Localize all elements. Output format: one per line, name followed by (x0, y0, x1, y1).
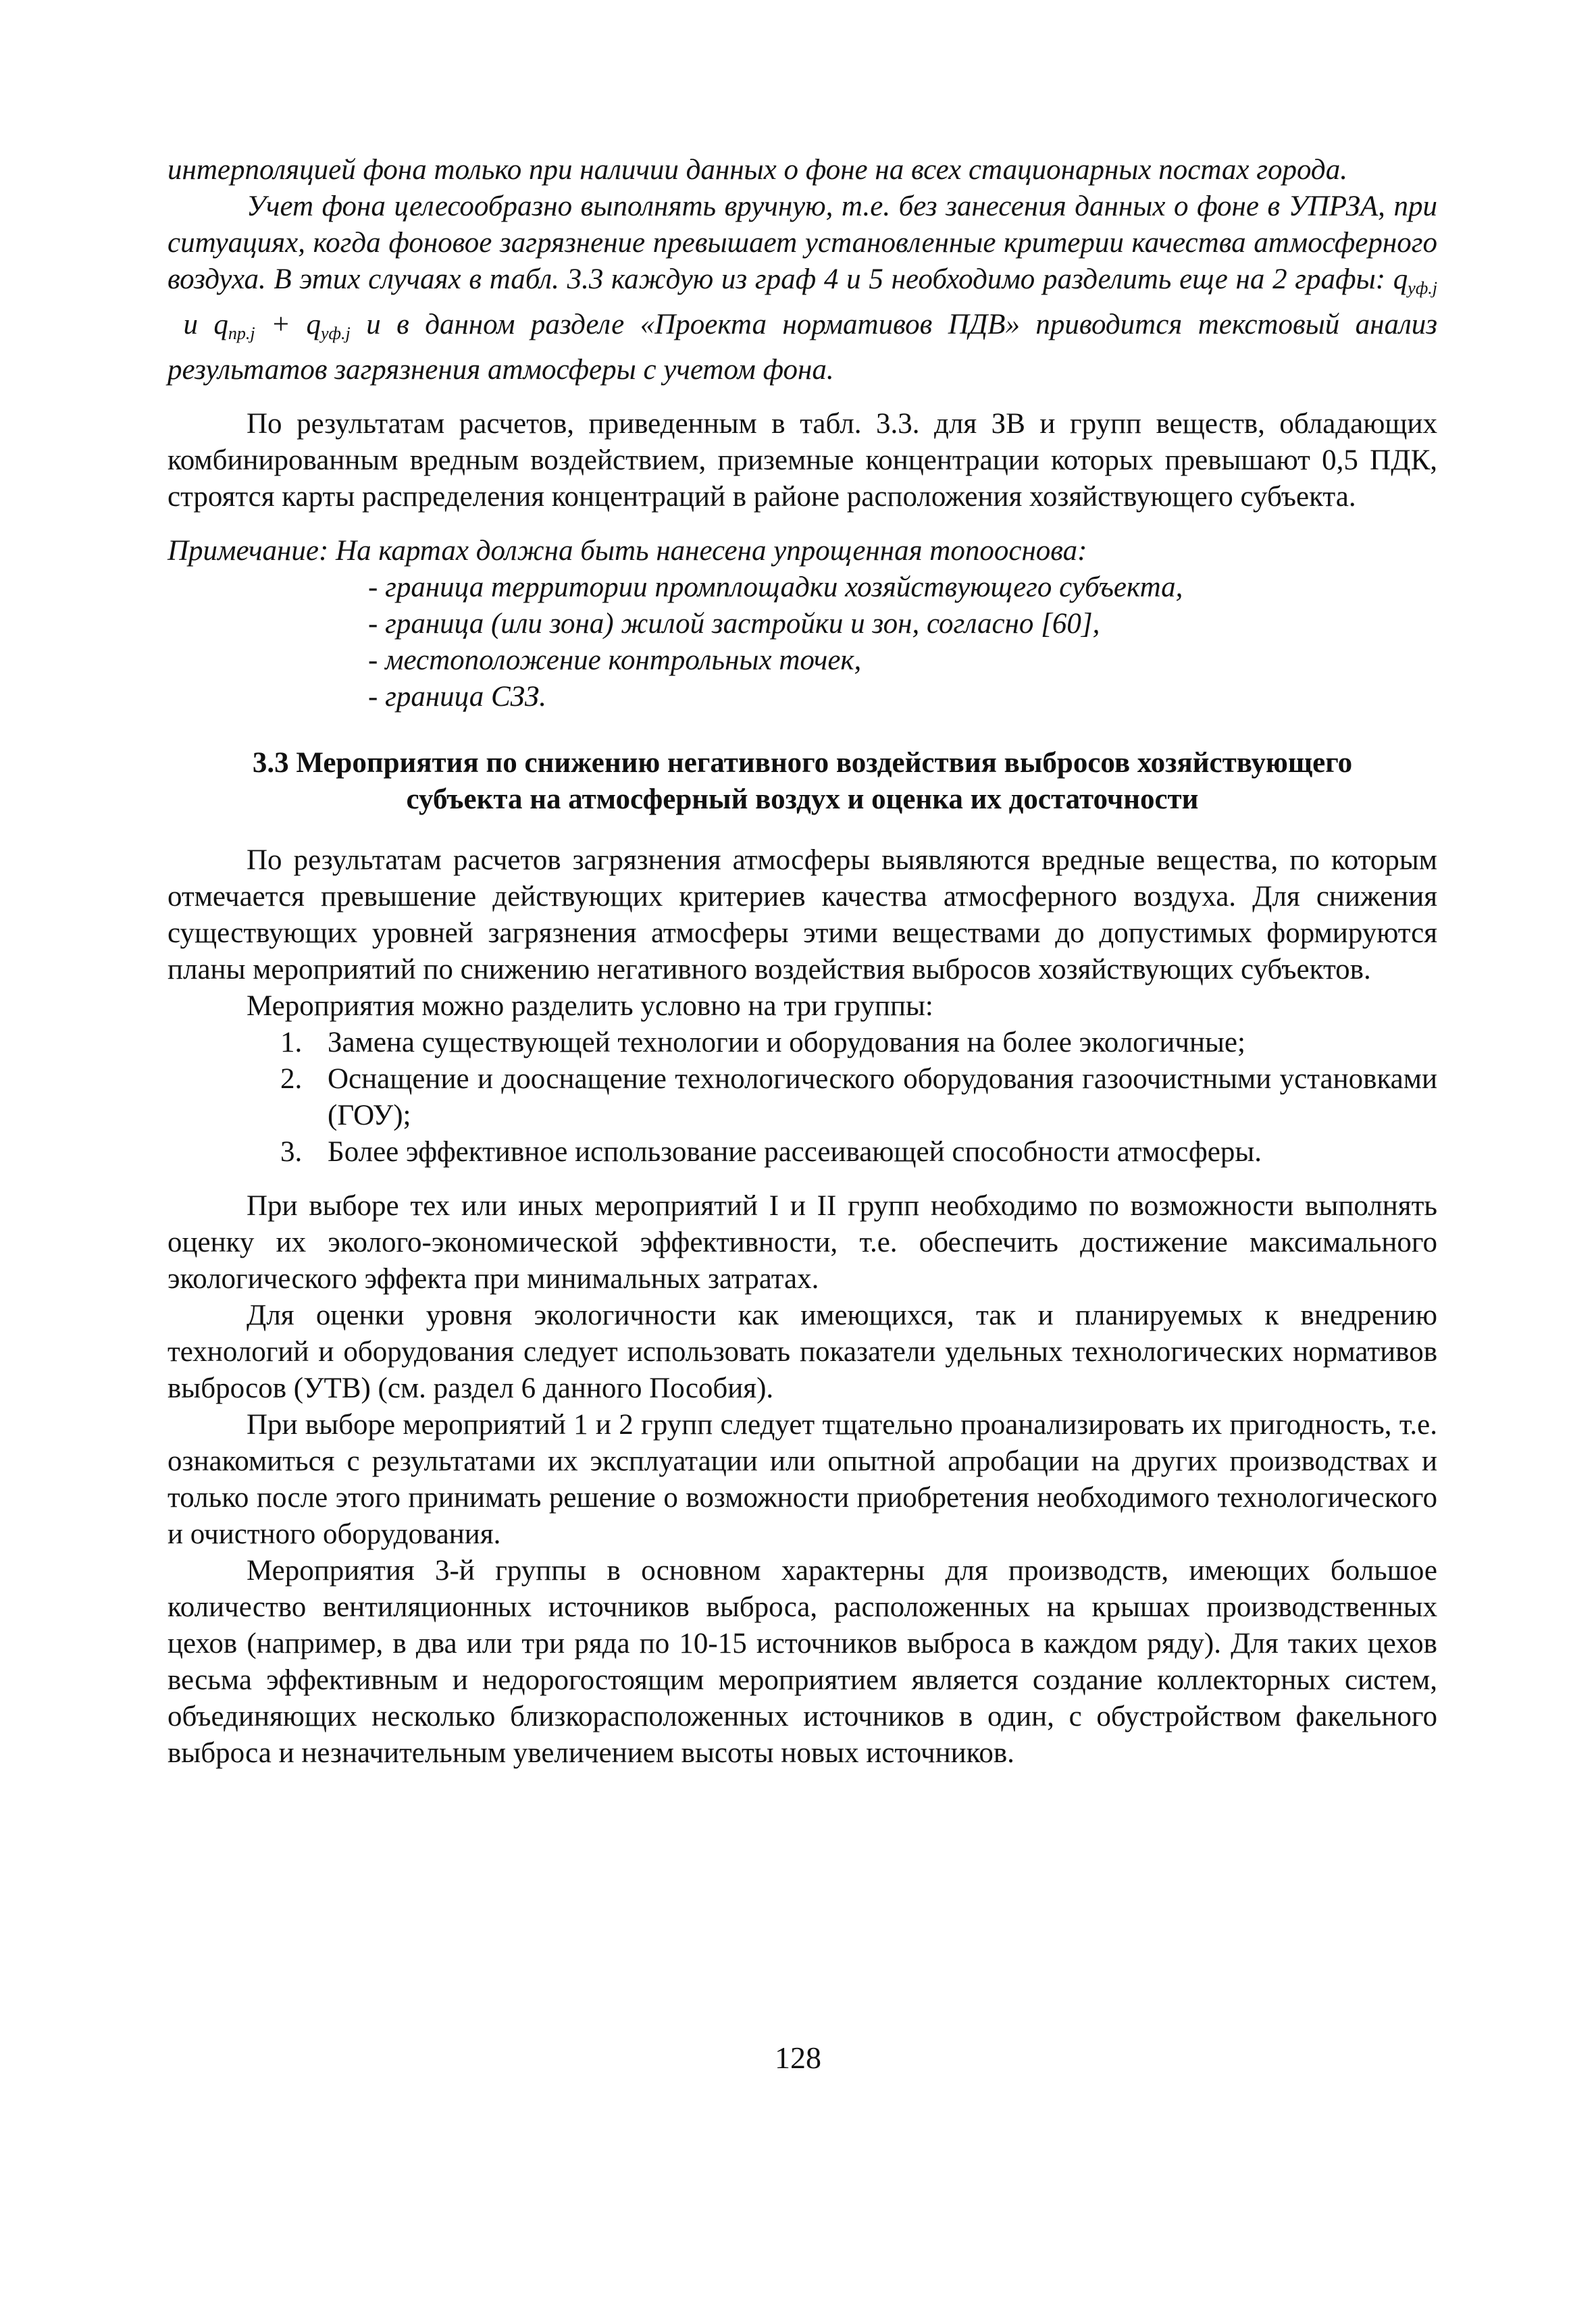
note-item: - граница (или зона) жилой застройки и зон, согласно [60], (368, 608, 1100, 640)
page-body (168, 152, 1437, 1772)
paragraph-fon-manual (168, 188, 1437, 388)
section-heading: 3.3 Мероприятия по снижению негативного воздействия выбросов хозяйствующего субъекта на атмосферный воздух и оценка их достаточности (252, 747, 1353, 815)
formula: $q_{уф.j}$ и $q_{пр.j} + q_{уф.j}$ (183, 263, 1438, 343)
list-item: 1. Замена существующей технологии и оборудования на более экологичные; (280, 1027, 1245, 1058)
note-list (368, 569, 1437, 715)
paragraph-fon-continuation: интерполяцией фона только при наличии данных о фоне на всех стационарных постах города. (168, 154, 1347, 186)
list-item: 2. Оснащение и дооснащение технологического оборудования газоочистными установками (ГОУ); (280, 1063, 1437, 1131)
note-item: - местоположение контрольных точек, (368, 644, 862, 676)
paragraph-maps: По результатам расчетов, приведенным в табл. 3.3. для ЗВ и групп веществ, обладающих комбинированным вредным воздействием, приземные концентрации которых превышают 0,5 ПДК, строятся карты распределения концентраций в районе расположения хозяйствующего субъекта. (168, 408, 1437, 513)
note-item: - граница территории промплощадки хозяйствующего субъекта, (368, 571, 1183, 603)
paragraph-utv: Для оценки уровня экологичности как имеющихся, так и планируемых к внедрению технологий и оборудования следует использовать показатели удельных технологических нормативов выбросов (УТВ) (см. раздел 6 данного Пособия). (168, 1300, 1437, 1404)
paragraph-analysis: При выборе мероприятий 1 и 2 групп следует тщательно проанализировать их пригодность, т.е. ознакомиться с результатами их эксплуатации или опытной апробации на других производствах и только после этого принимать решение о возможности приобретения необходимого технологического и очистного оборудования. (168, 1409, 1437, 1550)
measures-list (280, 1025, 1437, 1171)
note-label: Примечание: На картах должна быть нанесена упрощенная топооснова: (168, 535, 1087, 567)
paragraph-group-3: Мероприятия 3-й группы в основном характерны для производств, имеющих большое количество вентиляционных источников выброса, расположенных на крышах производственных цехов (например, в два или три ряда по 10-15 источников выброса в каждом ряду). Для таких цехов весьма эффективным и недорогостоящим мероприятием является создание коллекторных систем, объединяющих несколько близкорасположенных источников в один, с обустройством факельного выброса и незначительным увеличением высоты новых источников. (168, 1555, 1437, 1769)
paragraph-groups: Мероприятия можно разделить условно на три группы: (247, 990, 933, 1022)
paragraph-choice-groups: При выборе тех или иных мероприятий I и II групп необходимо по возможности выполнять оценку их эколого-экономической эффективности, т.е. обеспечить достижение максимального экологического эффекта при минимальных затратах. (168, 1190, 1437, 1295)
paragraph-fon-manual-text: Учет фона целесообразно выполнять вручную, т.е. без занесения данных о фоне в УПРЗА, при ситуациях, когда фоновое загрязнение превышает установленные критерии качества атмосферного воздуха. В этих случаях в табл. 3.3 каждую из граф 4 и 5 необходимо разделить еще на 2 графы: (168, 190, 1437, 295)
paragraph-fon-manual-tail: и в данном разделе «Проекта нормативов ПДВ» приводится текстовый анализ результатов загрязнения атмосферы с учетом фона. (168, 309, 1438, 386)
paragraph-section-intro: По результатам расчетов загрязнения атмосферы выявляются вредные вещества, по которым отмечается превышение действующих критериев качества атмосферного воздуха. Для снижения существующих уровней загрязнения атмосферы этими веществами до допустимых формируются планы мероприятий по снижению негативного воздействия выбросов хозяйствующих субъектов. (168, 844, 1437, 985)
list-item: 3. Более эффективное использование рассеивающей способности атмосферы. (280, 1136, 1262, 1168)
page-number: 128 (775, 2040, 821, 2075)
note-item: - граница СЗЗ. (368, 681, 546, 713)
